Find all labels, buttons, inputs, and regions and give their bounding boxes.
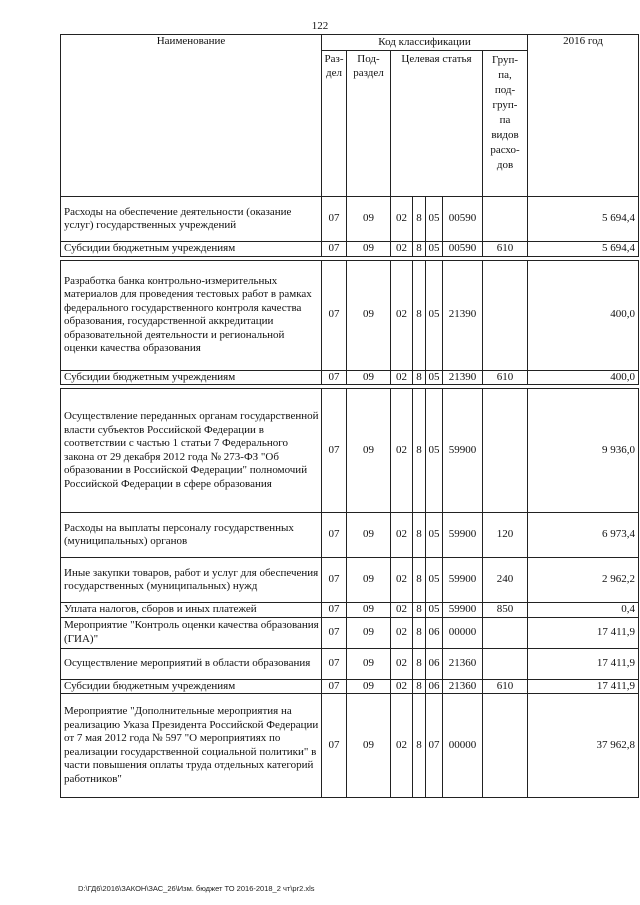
cell-a: 02: [391, 694, 413, 798]
table-row: [61, 603, 639, 618]
cell-b: 8: [413, 197, 426, 242]
cell-b: 8: [413, 617, 426, 648]
cell-d: 21360: [443, 648, 483, 679]
cell-a: 02: [391, 370, 413, 385]
cell-pr: 09: [347, 617, 391, 648]
cell-vr: 240: [483, 558, 528, 603]
header-year: 2016 год: [528, 35, 639, 197]
cell-pr: 09: [347, 679, 391, 694]
cell-b: 8: [413, 558, 426, 603]
cell-b: 8: [413, 603, 426, 618]
cell-vr: [483, 197, 528, 242]
cell-d: 21390: [443, 370, 483, 385]
cell-sum: 0,4: [528, 603, 639, 618]
cell-rz: 07: [322, 679, 347, 694]
cell-rz: 07: [322, 242, 347, 257]
cell-vr: 610: [483, 370, 528, 385]
cell-sum: 400,0: [528, 260, 639, 370]
cell-a: 02: [391, 197, 413, 242]
cell-pr: 09: [347, 197, 391, 242]
header-podrazdel: Под- раздел: [347, 51, 391, 197]
cell-name: Субсидии бюджетным учреждениям: [61, 679, 322, 694]
cell-vr: [483, 648, 528, 679]
cell-b: 8: [413, 648, 426, 679]
table-row: [61, 389, 639, 513]
cell-d: 00000: [443, 617, 483, 648]
cell-c: 05: [426, 242, 443, 257]
cell-vr: 850: [483, 603, 528, 618]
cell-b: 8: [413, 513, 426, 558]
cell-pr: 09: [347, 603, 391, 618]
cell-sum: 5 694,4: [528, 197, 639, 242]
cell-pr: 09: [347, 513, 391, 558]
header-code-group: Код классификации: [322, 35, 528, 51]
cell-sum: 400,0: [528, 370, 639, 385]
cell-c: 05: [426, 558, 443, 603]
cell-pr: 09: [347, 389, 391, 513]
cell-b: 8: [413, 370, 426, 385]
header-razdel: Раз- дел: [322, 51, 347, 197]
cell-rz: 07: [322, 513, 347, 558]
cell-a: 02: [391, 242, 413, 257]
cell-c: 05: [426, 370, 443, 385]
cell-c: 05: [426, 603, 443, 618]
cell-c: 05: [426, 260, 443, 370]
cell-d: 00590: [443, 197, 483, 242]
cell-sum: 9 936,0: [528, 389, 639, 513]
cell-vr: 120: [483, 513, 528, 558]
cell-d: 21390: [443, 260, 483, 370]
table-row: [61, 513, 639, 558]
cell-c: 05: [426, 389, 443, 513]
cell-vr: 610: [483, 242, 528, 257]
cell-b: 8: [413, 389, 426, 513]
cell-rz: 07: [322, 694, 347, 798]
cell-vr: [483, 694, 528, 798]
table-row: [61, 260, 639, 370]
cell-rz: 07: [322, 370, 347, 385]
cell-sum: 37 962,8: [528, 694, 639, 798]
cell-sum: 17 411,9: [528, 617, 639, 648]
cell-name: Осуществление мероприятий в области образования: [61, 648, 322, 679]
cell-c: 05: [426, 513, 443, 558]
cell-d: 21360: [443, 679, 483, 694]
cell-vr: [483, 389, 528, 513]
cell-rz: 07: [322, 603, 347, 618]
cell-name: Иные закупки товаров, работ и услуг для обеспечения государственных (муниципальных) нужд: [61, 558, 322, 603]
cell-rz: 07: [322, 389, 347, 513]
cell-a: 02: [391, 513, 413, 558]
cell-pr: 09: [347, 648, 391, 679]
cell-name: Расходы на выплаты персоналу государственных (муниципальных) органов: [61, 513, 322, 558]
cell-rz: 07: [322, 197, 347, 242]
cell-sum: 17 411,9: [528, 648, 639, 679]
cell-pr: 09: [347, 370, 391, 385]
cell-vr: 610: [483, 679, 528, 694]
cell-d: 59900: [443, 513, 483, 558]
page-number: 122: [311, 20, 329, 32]
cell-name: Субсидии бюджетным учреждениям: [61, 242, 322, 257]
table-row: [61, 242, 639, 257]
cell-name: Осуществление переданных органам государственной власти субъектов Российской Федерации в соответствии с частью 1 статьи 7 Федерального закона от 29 декабря 2012 года № 273-ФЗ "Об образовании в Российской Федерации" полномочий Российской Федерации в сфере образования: [61, 389, 322, 513]
table-row: [61, 679, 639, 694]
cell-sum: 5 694,4: [528, 242, 639, 257]
cell-d: 00590: [443, 242, 483, 257]
table-row: [61, 197, 639, 242]
cell-b: 8: [413, 679, 426, 694]
cell-rz: 07: [322, 648, 347, 679]
cell-name: Субсидии бюджетным учреждениям: [61, 370, 322, 385]
cell-name: Мероприятие "Контроль оценки качества образования (ГИА)": [61, 617, 322, 648]
header-name: Наименование: [61, 35, 322, 197]
cell-c: 06: [426, 617, 443, 648]
cell-a: 02: [391, 679, 413, 694]
cell-d: 59900: [443, 603, 483, 618]
cell-a: 02: [391, 558, 413, 603]
table-row: [61, 648, 639, 679]
cell-b: 8: [413, 260, 426, 370]
cell-rz: 07: [322, 617, 347, 648]
header-vid: Груп- па, под- груп- па видов расхо- дов: [483, 51, 528, 197]
table-row: [61, 617, 639, 648]
budget-table: [60, 34, 639, 798]
cell-c: 05: [426, 197, 443, 242]
cell-a: 02: [391, 603, 413, 618]
cell-d: 59900: [443, 558, 483, 603]
cell-pr: 09: [347, 260, 391, 370]
cell-a: 02: [391, 389, 413, 513]
table-row: [61, 694, 639, 798]
cell-name: Уплата налогов, сборов и иных платежей: [61, 603, 322, 618]
cell-rz: 07: [322, 260, 347, 370]
cell-pr: 09: [347, 242, 391, 257]
cell-sum: 17 411,9: [528, 679, 639, 694]
cell-rz: 07: [322, 558, 347, 603]
header-target: Целевая статья: [391, 51, 483, 197]
file-path-footer: D:\ГД6\2016\ЗАКОН\ЗАС_26\Изм. бюджет ТО 2016-2018_2 чт\pr2.xls: [78, 884, 315, 893]
cell-b: 8: [413, 694, 426, 798]
cell-name: Разработка банка контрольно-измерительных материалов для проведения тестовых работ в рамках федерального государственного контроля качества образования, государственной аккредитации образовательной деятельности и региональной оценки качества образования: [61, 260, 322, 370]
cell-a: 02: [391, 617, 413, 648]
cell-a: 02: [391, 260, 413, 370]
cell-name: Расходы на обеспечение деятельности (оказание услуг) государственных учреждений: [61, 197, 322, 242]
cell-name: Мероприятие "Дополнительные мероприятия на реализацию Указа Президента Российской Федерации от 7 мая 2012 года № 597 "О мероприятиях по реализации государственной социальной политики" в части повышения оплаты труда отдельных категорий работников": [61, 694, 322, 798]
cell-vr: [483, 617, 528, 648]
cell-c: 06: [426, 679, 443, 694]
cell-c: 07: [426, 694, 443, 798]
cell-c: 06: [426, 648, 443, 679]
cell-d: 00000: [443, 694, 483, 798]
cell-b: 8: [413, 242, 426, 257]
cell-d: 59900: [443, 389, 483, 513]
table-row: [61, 370, 639, 385]
cell-vr: [483, 260, 528, 370]
table-row: [61, 558, 639, 603]
cell-sum: 6 973,4: [528, 513, 639, 558]
table-body: [61, 197, 639, 798]
cell-sum: 2 962,2: [528, 558, 639, 603]
cell-pr: 09: [347, 558, 391, 603]
cell-a: 02: [391, 648, 413, 679]
cell-pr: 09: [347, 694, 391, 798]
